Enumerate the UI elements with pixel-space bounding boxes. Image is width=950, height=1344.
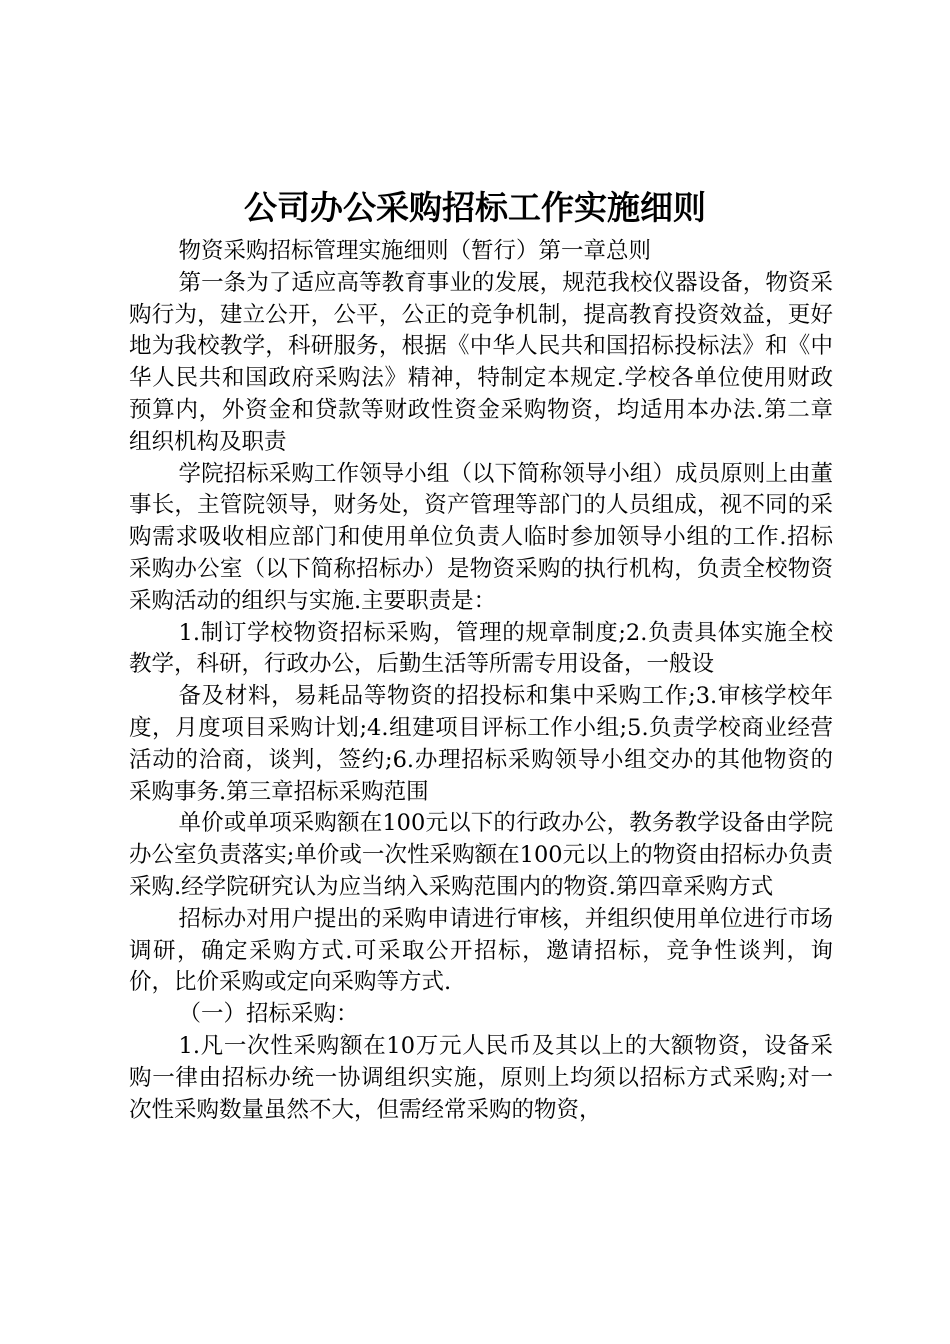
paragraph-duties-1: 1.制订学校物资招标采购，管理的规章制度;2.负责具体实施全校教学，科研，行政办公，后勤生活等所需专用设备，一般设 xyxy=(129,619,833,678)
document-body xyxy=(129,236,833,1126)
paragraph-subhead-tender: （一）招标采购： xyxy=(178,1001,359,1028)
paragraph-article-1: 第一条为了适应高等教育事业的发展，规范我校仪器设备，物资采购行为，建立公开，公平，公正的竞争机制，提高教育投资效益，更好地为我校教学，科研服务，根据《中华人民共和国招标投标法》和《中华人民共和国政府采购法》精神，特制定本规定.学校各单位使用财政预算内，外资金和贷款等财政性资金采购物资，均适用本办法.第二章组织机构及职责 xyxy=(129,269,833,455)
document-title: 公司办公采购招标工作实施细则 xyxy=(244,188,706,227)
paragraph-intro: 物资采购招标管理实施细则（暂行）第一章总则 xyxy=(178,238,652,264)
paragraph-methods: 招标办对用户提出的采购申请进行审核，并组织使用单位进行市场调研，确定采购方式.可采取公开招标，邀请招标，竞争性谈判，询价，比价采购或定向采购等方式. xyxy=(129,905,833,996)
paragraph-duties-2: 备及材料，易耗品等物资的招投标和集中采购工作;3.审核学校年度，月度项目采购计划;4.组建项目评标工作小组;5.负责学校商业经营活动的洽商，谈判，签约;6.办理招标采购领导小组交办的其他物资的采购事务.第三章招标采购范围 xyxy=(129,683,833,805)
paragraph-organization: 学院招标采购工作领导小组（以下简称领导小组）成员原则上由董事长，主管院领导，财务处，资产管理等部门的人员组成，视不同的采购需求吸收相应部门和使用单位负责人临时参加领导小组的工作.招标采购办公室（以下简称招标办）是物资采购的执行机构，负责全校物资采购活动的组织与实施.主要职责是： xyxy=(129,460,833,614)
paragraph-scope: 单价或单项采购额在100元以下的行政办公，教务教学设备由学院办公室负责落实;单价或一次性采购额在100元以上的物资由招标办负责采购.经学院研究认为应当纳入采购范围内的物资.第四章采购方式 xyxy=(129,810,833,900)
paragraph-tender-1: 1.凡一次性采购额在10万元人民币及其以上的大额物资，设备采购一律由招标办统一协调组织实施，原则上均须以招标方式采购;对一次性采购数量虽然不大，但需经常采购的物资， xyxy=(129,1032,833,1123)
